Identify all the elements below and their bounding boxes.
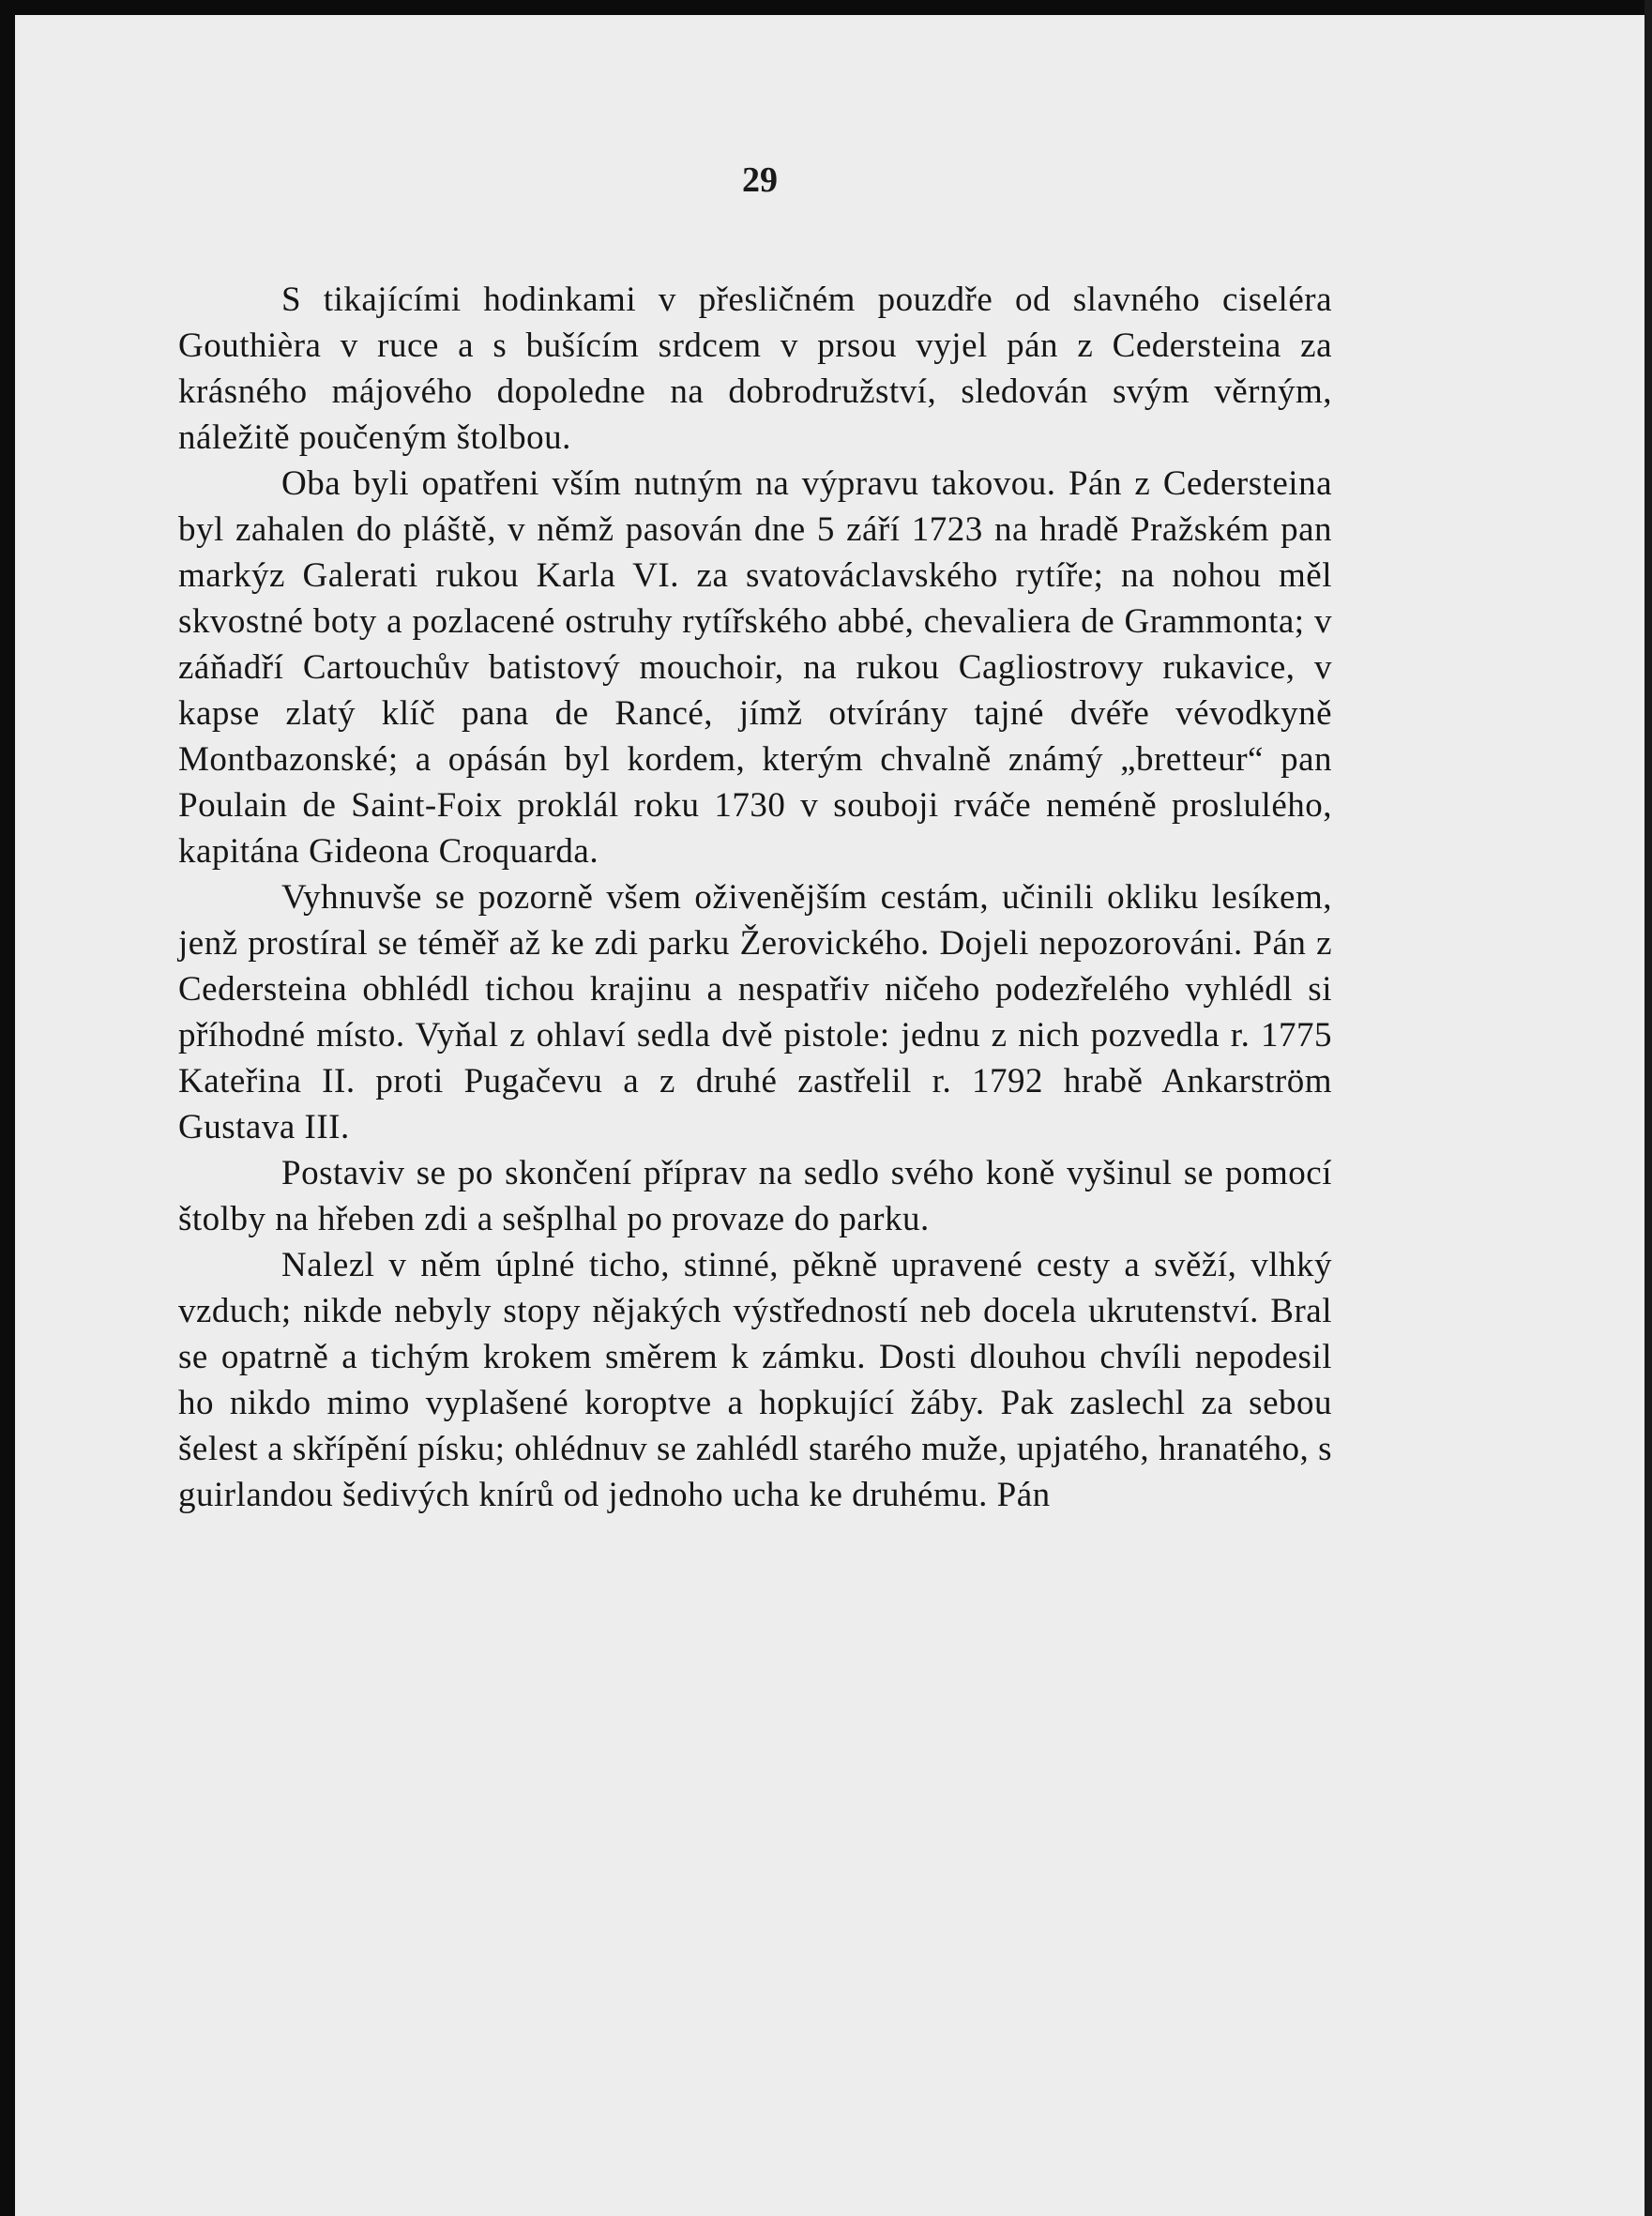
scan-border-right [1644, 0, 1652, 2216]
paragraph-1: S tikajícími hodinkami v přesličném pouzdře od slavného ciseléra Gouthièra v ruce a s bušícím srdcem v prsou vyjel pán z Cedersteina za krásného májového dopoledne na dobrodružství, sledován svým věrným, náležitě poučeným štolbou. [178, 281, 1332, 457]
body-text [178, 277, 1332, 1518]
page-number: 29 [742, 160, 778, 200]
scan-border-top [0, 0, 1652, 15]
paragraph-3: Vyhnuvše se pozorně všem oživenějším cestám, učinili okliku lesíkem, jenž prostíral se téměř až ke zdi parku Žerovického. Dojeli nepozorováni. Pán z Cedersteina obhlédl tichou krajinu a nespatřiv ničeho podezřelého vyhlédl si příhodné místo. Vyňal z ohlaví sedla dvě pistole: jednu z nich pozvedla r. 1775 Kateřina II. proti Pugačevu a z druhé zastřelil r. 1792 hrabě Ankarström Gustava III. [178, 878, 1332, 1146]
paragraph-4: Postaviv se po skončení příprav na sedlo svého koně vyšinul se pomocí štolby na hřeben zdi a sešplhal po provaze do parku. [178, 1154, 1332, 1238]
scan-border-left [0, 0, 15, 2216]
paragraph-2: Oba byli opatřeni vším nutným na výpravu takovou. Pán z Cedersteina byl zahalen do pláště, v němž pasován dne 5 září 1723 na hradě Pražském pan markýz Galerati rukou Karla VI. za svatováclavského rytíře; na nohou měl skvostné boty a pozlacené ostruhy rytířského abbé, chevaliera de Grammonta; v záňadří Cartouchův batistový mouchoir, na rukou Cagliostrovy rukavice, v kapse zlatý klíč pana de Rancé, jímž otvírány tajné dvéře vévodkyně Montbazonské; a opásán byl kordem, kterým chvalně známý „bretteur“ pan Poulain de Saint-Foix proklál roku 1730 v souboji rváče neméně proslulého, kapitána Gideona Croquarda. [178, 464, 1332, 871]
paragraph-5: Nalezl v něm úplné ticho, stinné, pěkně upravené cesty a svěží, vlhký vzduch; nikde nebyly stopy nějakých výstředností neb docela ukrutenství. Bral se opatrně a tichým krokem směrem k zámku. Dosti dlouhou chvíli nepodesil ho nikdo mimo vyplašené koroptve a hopkující žáby. Pak zaslechl za sebou šelest a skřípění písku; ohlédnuv se zahlédl starého muže, upjatého, hranatého, s guirlandou šedivých knírů od jednoho ucha ke druhému. Pán [178, 1246, 1332, 1514]
